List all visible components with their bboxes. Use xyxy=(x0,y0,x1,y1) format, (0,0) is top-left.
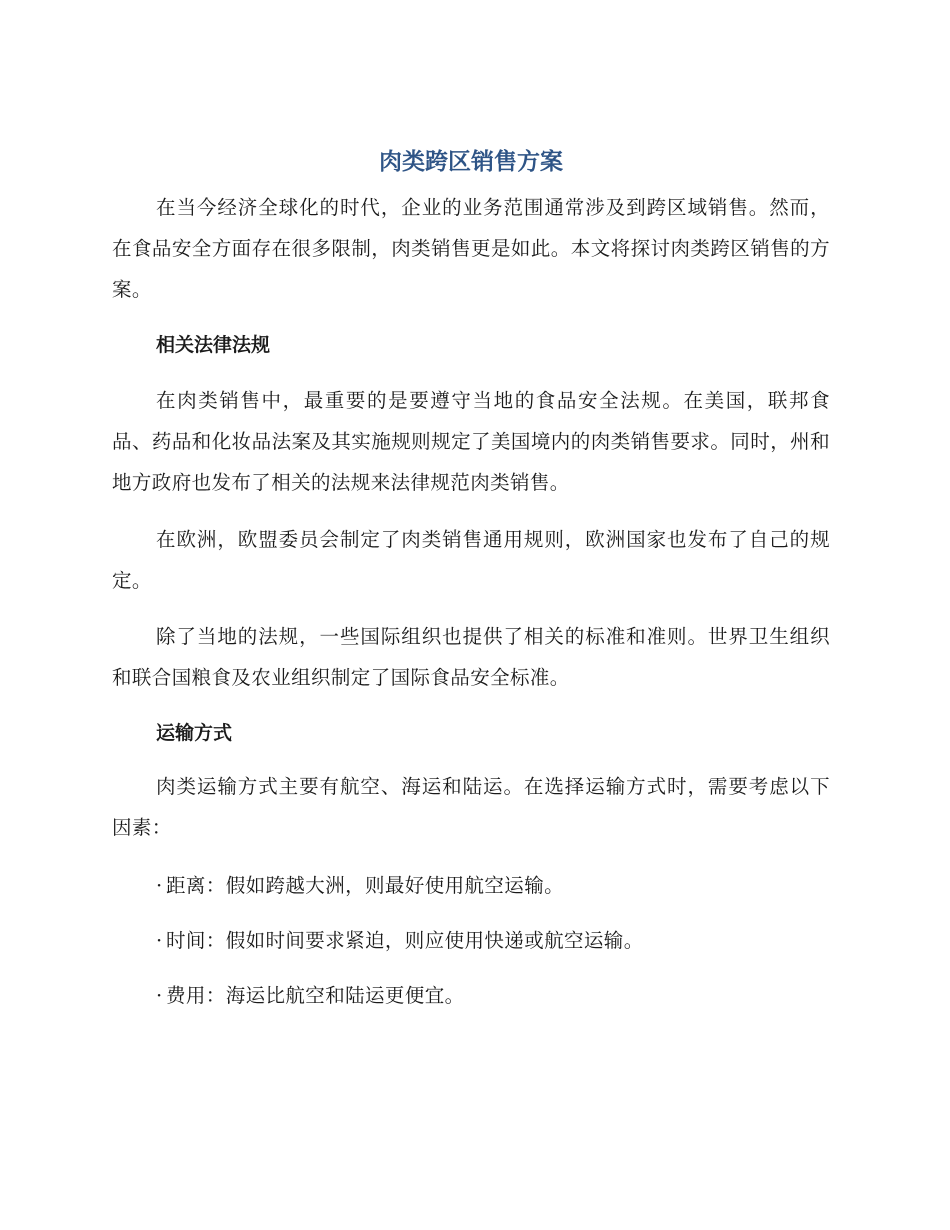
document-title: 肉类跨区销售方案 xyxy=(379,149,563,175)
bullet-text: 时间：假如时间要求紧迫，则应使用快递或航空运输。 xyxy=(166,929,644,952)
bullet-dot-icon: · xyxy=(156,929,163,952)
section-heading-regulations: 相关法律法规 xyxy=(156,334,271,356)
bullet-text: 距离：假如跨越大洲，则最好使用航空运输。 xyxy=(166,874,565,897)
bullet-item-time xyxy=(112,925,874,957)
regulations-paragraph-1: 在肉类销售中，最重要的是要遵守当地的食品安全法规。在美国，联邦食品、药品和化妆品法案及其实施规则规定了美国境内的肉类销售要求。同时，州和地方政府也发布了相关的法规来法律规范肉类销售。 xyxy=(112,389,830,494)
bullet-item-cost xyxy=(112,980,874,1012)
bullet-dot-icon: · xyxy=(156,874,163,897)
intro-paragraph: 在当今经济全球化的时代，企业的业务范围通常涉及到跨区域销售。然而，在食品安全方面存在很多限制，肉类销售更是如此。本文将探讨肉类跨区销售的方案。 xyxy=(112,196,830,301)
section-heading-transport: 运输方式 xyxy=(156,722,233,744)
regulations-paragraph-2: 在欧洲，欧盟委员会制定了肉类销售通用规则，欧洲国家也发布了自己的规定。 xyxy=(112,528,830,592)
bullet-item-distance xyxy=(112,870,874,902)
transport-paragraph-1: 肉类运输方式主要有航空、海运和陆运。在选择运输方式时，需要考虑以下因素： xyxy=(112,775,830,839)
bullet-text: 费用：海运比航空和陆运更便宜。 xyxy=(166,984,465,1007)
regulations-paragraph-3: 除了当地的法规，一些国际组织也提供了相关的标准和准则。世界卫生组织和联合国粮食及农业组织制定了国际食品安全标准。 xyxy=(112,625,830,689)
bullet-dot-icon: · xyxy=(156,984,163,1007)
